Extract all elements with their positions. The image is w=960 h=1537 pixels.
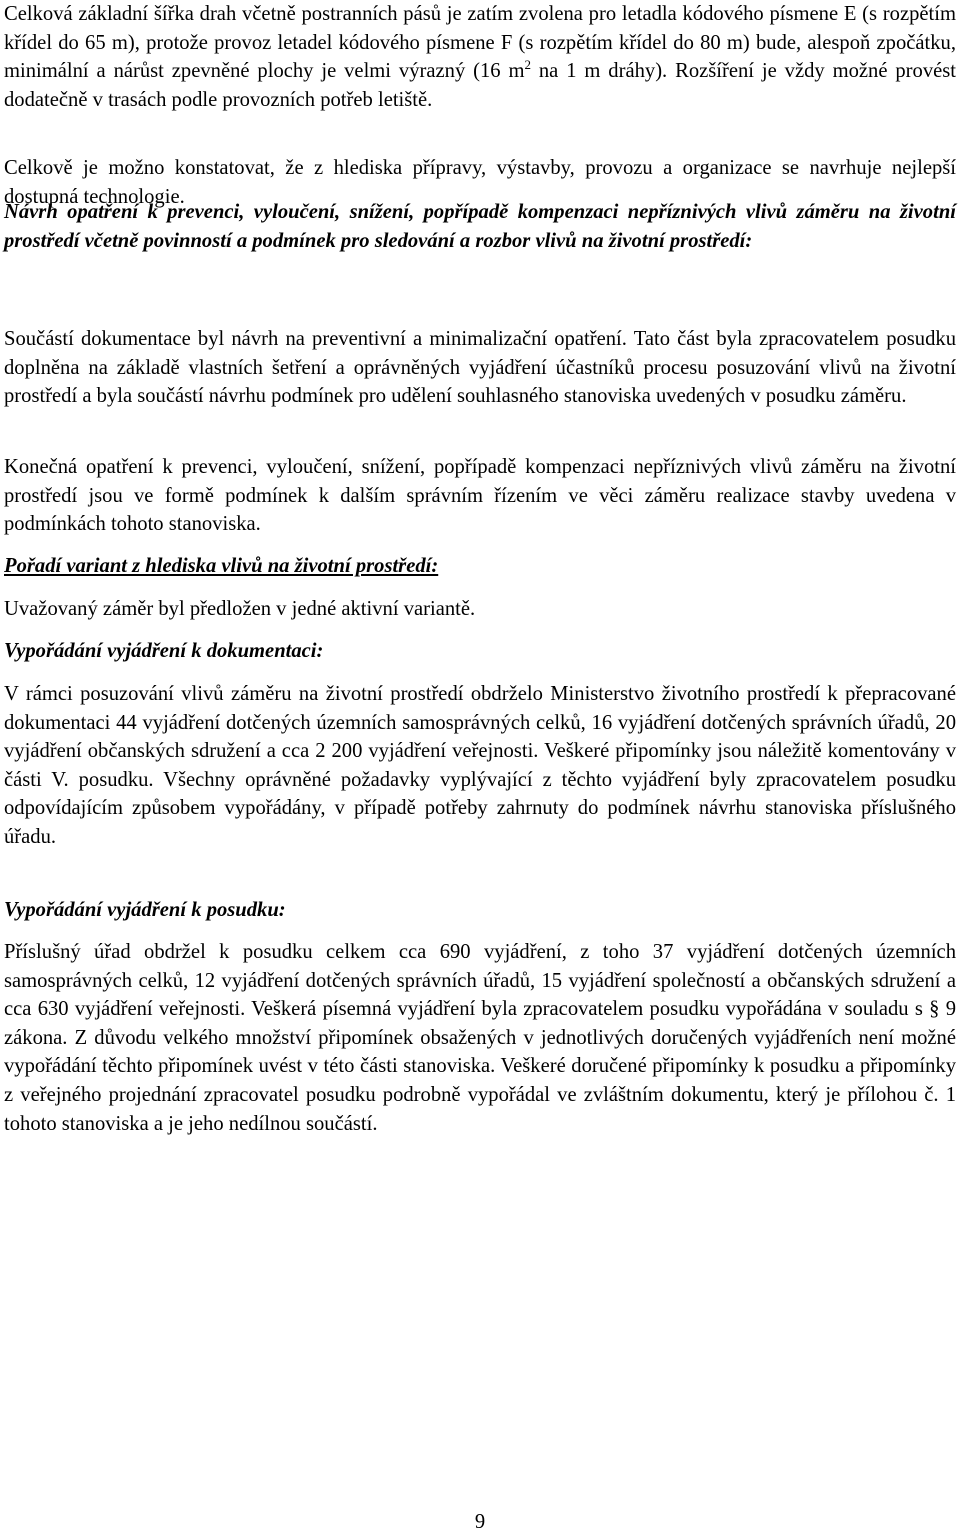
paragraph-runway-width-text-end: na 1 m dráhy). Rozšíření je vždy možné provést dodatečně v trasách podle provozních potřeb letiště. <box>4 60 956 111</box>
paragraph-documentation-comments: V rámci posuzování vlivů záměru na životní prostředí obdrželo Ministerstvo životního prostředí k přepracované dokumentaci 44 vyjádření dotčených územních samosprávných celků, 16 vyjádření dotčených správních úřadů, 20 vyjádření občanských sdružení a cca 2 200 vyjádření veřejnosti. Veškeré připomínky jsou náležitě komentovány v části V. posudku. Všechny oprávněné požadavky vyplývající z těchto vyjádření byly zpracovatelem posudku odpovídajícím způsobem vypořádány, v případě potřeby zahrnuty do podmínek návrhu stanoviska příslušného úřadu. <box>4 683 956 848</box>
paragraph-runway-width-text: Celková základní šířka drah včetně postranních pásů je zatím zvolena pro letadla kódového písmene E (s rozpětím křídel do 65 m), protože provoz letadel kódového písmene F (s rozpětím křídel do 80 m) bude, alespoň zpočátku, minimální a nárůst zpevněné plochy je velmi výrazný (16 m <box>4 3 956 83</box>
heading-variant-order <box>4 552 956 581</box>
paragraph-review-comments: Příslušný úřad obdržel k posudku celkem cca 690 vyjádření, z toho 37 vyjádření dotčených územních samosprávných celků, 12 vyjádření dotčených správních úřadů, 15 vyjádření společností a občanských sdružení a cca 630 vyjádření veřejnosti. Veškerá písemná vyjádření byla zpracovatelem posudku vypořádána v souladu s § 9 zákona. Z důvodu velkého množství připomínek obsažených v jednotlivých doručených vyjádřeních není možné vypořádání těchto připomínek uvést v této části stanoviska. Veškeré doručené připomínky k posudku a připomínky z veřejného projednání zpracovatel posudku podrobně vypořádal ve zvláštním dokumentu, který je přílohou č. 1 tohoto stanoviska a je jeho nedílnou součástí. <box>4 941 956 1135</box>
paragraph-best-technology: Celkově je možno konstatovat, že z hlediska přípravy, výstavby, provozu a organizace se navrhuje nejlepší dostupná technologie. <box>4 157 956 208</box>
paragraph-final-measures: Konečná opatření k prevenci, vyloučení, snížení, popřípadě kompenzaci nepříznivých vlivů záměru na životní prostředí jsou ve formě podmínek k dalším správním řízením ve věci záměru realizace stavby uvedena v podmínkách tohoto stanoviska. <box>4 456 956 536</box>
heading-documentation-comments: Vypořádání vyjádření k dokumentaci: <box>4 640 324 662</box>
page-number: 9 <box>474 1511 486 1533</box>
heading-prevention-measures: Návrh opatření k prevenci, vyloučení, snížení, popřípadě kompenzaci nepříznivých vlivů záměru na životní prostředí včetně povinností a podmínek pro sledování a rozbor vlivů na životní prostředí: <box>4 201 956 252</box>
paragraph-single-variant: Uvažovaný záměr byl předložen v jedné aktivní variantě. <box>4 598 476 620</box>
paragraph-documentation-measures: Součástí dokumentace byl návrh na preventivní a minimalizační opatření. Tato část byla zpracovatelem posudku doplněna na základě vlastních šetření a oprávněných vyjádření účastníků procesu posuzování vlivů na životní prostředí a byla součástí návrhu podmínek pro udělení souhlasného stanoviska uvedených v posudku záměru. <box>4 328 956 408</box>
heading-variant-order-text: Pořadí variant z hlediska vlivů na životní prostředí: <box>4 555 439 577</box>
paragraph-runway-width <box>4 0 956 114</box>
heading-review-comments: Vypořádání vyjádření k posudku: <box>4 899 286 921</box>
superscript-squared: 2 <box>524 57 531 73</box>
